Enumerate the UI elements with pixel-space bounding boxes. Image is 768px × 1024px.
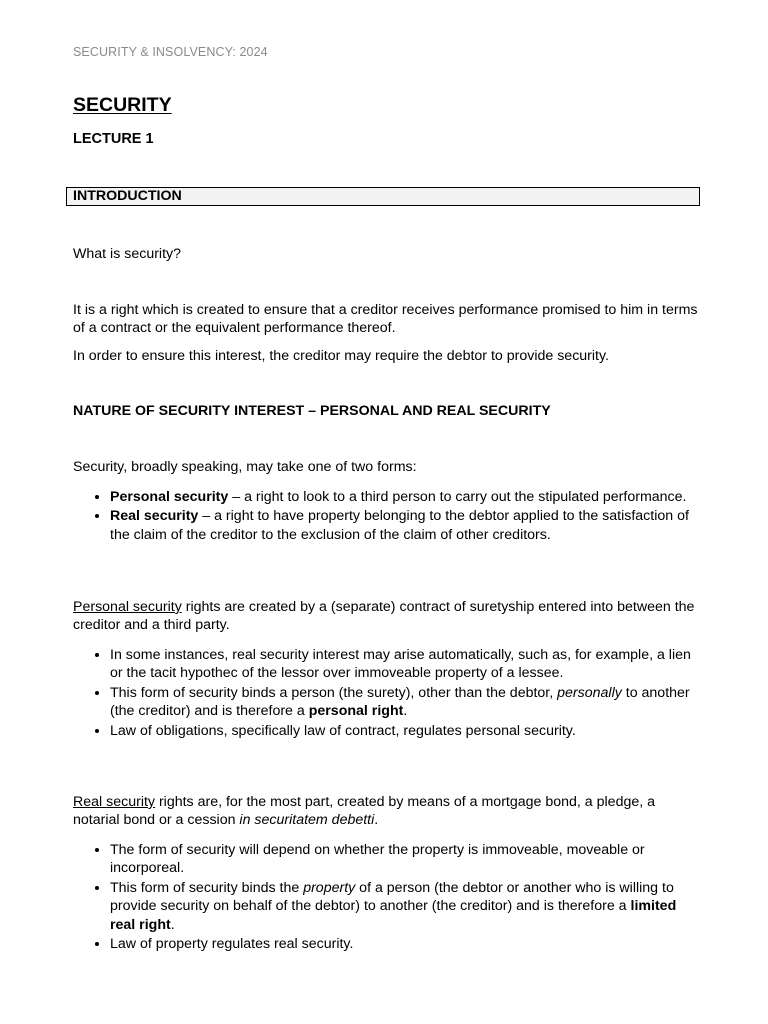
list-item: • Law of property regulates real security. — [110, 934, 703, 953]
real-security-paragraph — [73, 793, 703, 830]
nature-heading: NATURE OF SECURITY INTEREST – PERSONAL AND REAL SECURITY — [73, 403, 551, 419]
intro-paragraph-1: It is a right which is created to ensure that a creditor receives performance promised to him in terms of a contract or the equivalent performance thereof. — [73, 302, 698, 337]
list-item — [110, 506, 703, 544]
paragraph-text: . — [374, 812, 379, 829]
forms-lead: Security, broadly speaking, may take one of two forms: — [73, 459, 417, 475]
lecture-label: LECTURE 1 — [73, 131, 154, 147]
list-item: • The form of security will depend on whether the property is immoveable, moveable or incorporeal. — [110, 840, 703, 878]
list-item-text: This form of security binds a person (the surety), other than the debtor, — [110, 684, 558, 701]
personal-security-term: Personal security — [73, 599, 182, 615]
intro-question: What is security? — [73, 246, 182, 262]
list-item — [110, 487, 703, 506]
list-item-text: to another (the creditor) and is therefore a — [110, 684, 690, 720]
list-item — [110, 878, 703, 934]
section-heading-introduction: INTRODUCTION — [66, 187, 700, 206]
document-title: SECURITY — [73, 94, 172, 116]
personal-security-paragraph — [73, 598, 703, 635]
strong-limited-real-right: limited real right — [110, 898, 677, 933]
list-item: • Law of obligations, specifically law of contract, regulates personal security. — [110, 721, 703, 740]
real-security-term: Real security — [73, 794, 156, 810]
list-item — [110, 683, 703, 721]
list-item: • In some instances, real security interest may arise automatically, such as, for example, a lien or the tacit hypothec of the lessor over immoveable property of a lessee. — [110, 645, 703, 683]
list-item-text: of a person (the debtor or another who is willing to provide security on behalf of the debtor) to another (the creditor) and is therefore a — [110, 879, 674, 915]
list-item-text: This form of security binds the — [110, 879, 304, 896]
list-item-text: . — [403, 703, 408, 720]
emphasis-latin-phrase: in securitatem debetti — [239, 812, 375, 829]
intro-paragraph-2: In order to ensure this interest, the creditor may require the debtor to provide security. — [73, 348, 609, 364]
forms-list — [73, 487, 703, 544]
list-item-text: . — [170, 916, 175, 933]
emphasis-personally: personally — [557, 684, 622, 701]
paragraph-text: rights are created by a (separate) contract of suretyship entered into between the creditor and a third party. — [73, 599, 695, 634]
term-real-security: Real security — [110, 508, 199, 525]
personal-security-list — [73, 645, 703, 740]
running-header: SECURITY & INSOLVENCY: 2024 — [73, 45, 268, 59]
list-item-text: – a right to look to a third person to carry out the stipulated performance. — [228, 489, 687, 505]
strong-personal-right: personal right — [308, 703, 404, 720]
real-security-list — [73, 840, 703, 953]
list-item-text: – a right to have property belonging to the debtor applied to the satisfaction of the claim of the creditor to the exclusion of the claim of other creditors. — [110, 508, 689, 543]
paragraph-text: rights are, for the most part, created by means of a mortgage bond, a pledge, a notarial bond or a cession — [73, 794, 656, 829]
emphasis-property: property — [303, 879, 356, 896]
term-personal-security: Personal security — [110, 489, 229, 505]
